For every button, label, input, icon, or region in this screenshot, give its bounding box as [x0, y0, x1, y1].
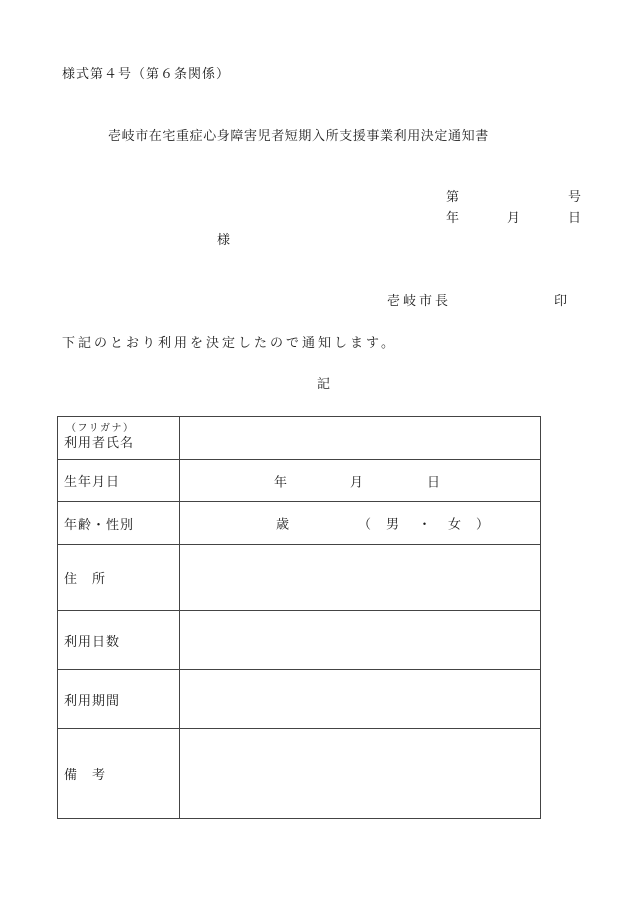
body-text: 下記のとおり利用を決定したので通知します。: [62, 336, 397, 351]
age-sex-label: 年齢・性別: [58, 502, 180, 545]
name-label-cell: [58, 417, 180, 460]
row-age-sex: [58, 502, 541, 545]
period-label: 利用期間: [58, 670, 180, 729]
row-remarks: [58, 729, 541, 819]
ki-heading: 記: [317, 377, 332, 392]
seal-mark: 印: [554, 294, 569, 309]
age-unit: 歳: [276, 517, 291, 533]
name-label: 利用者氏名: [64, 436, 135, 451]
birth-label: 生年月日: [58, 460, 180, 502]
issuer: 壱岐市長: [387, 294, 452, 309]
row-birth: [58, 460, 541, 502]
sex-separator: ・: [418, 517, 433, 533]
row-days: [58, 611, 541, 670]
date-month: 月: [507, 211, 522, 226]
sex-male: 男: [386, 517, 401, 533]
name-value-cell[interactable]: [180, 417, 541, 460]
birth-day: 日: [427, 475, 442, 490]
info-table: [57, 416, 541, 819]
remarks-label: 備 考: [58, 729, 180, 819]
birth-value-cell[interactable]: [180, 460, 541, 502]
days-value-cell[interactable]: [180, 611, 541, 670]
address-label: 住 所: [58, 545, 180, 611]
row-address: [58, 545, 541, 611]
document-title: 壱岐市在宅重症心身障害児者短期入所支援事業利用決定通知書: [108, 129, 489, 144]
row-name: [58, 417, 541, 460]
doc-number-dai: 第: [446, 190, 461, 205]
days-label: 利用日数: [58, 611, 180, 670]
address-value-cell[interactable]: [180, 545, 541, 611]
paren-open: （: [358, 517, 373, 533]
recipient-honorific: 様: [217, 233, 232, 248]
birth-month: 月: [350, 475, 365, 490]
remarks-value-cell[interactable]: [180, 729, 541, 819]
row-period: [58, 670, 541, 729]
birth-year: 年: [274, 475, 289, 490]
date-day: 日: [568, 211, 583, 226]
date-year: 年: [446, 211, 461, 226]
period-value-cell[interactable]: [180, 670, 541, 729]
paren-close: ）: [476, 517, 491, 533]
sex-female: 女: [448, 517, 463, 533]
doc-number-go: 号: [568, 190, 583, 205]
age-sex-value-cell[interactable]: [180, 502, 541, 545]
form-number: 様式第４号（第６条関係）: [62, 67, 231, 82]
furigana-label: （フリガナ）: [66, 423, 135, 434]
